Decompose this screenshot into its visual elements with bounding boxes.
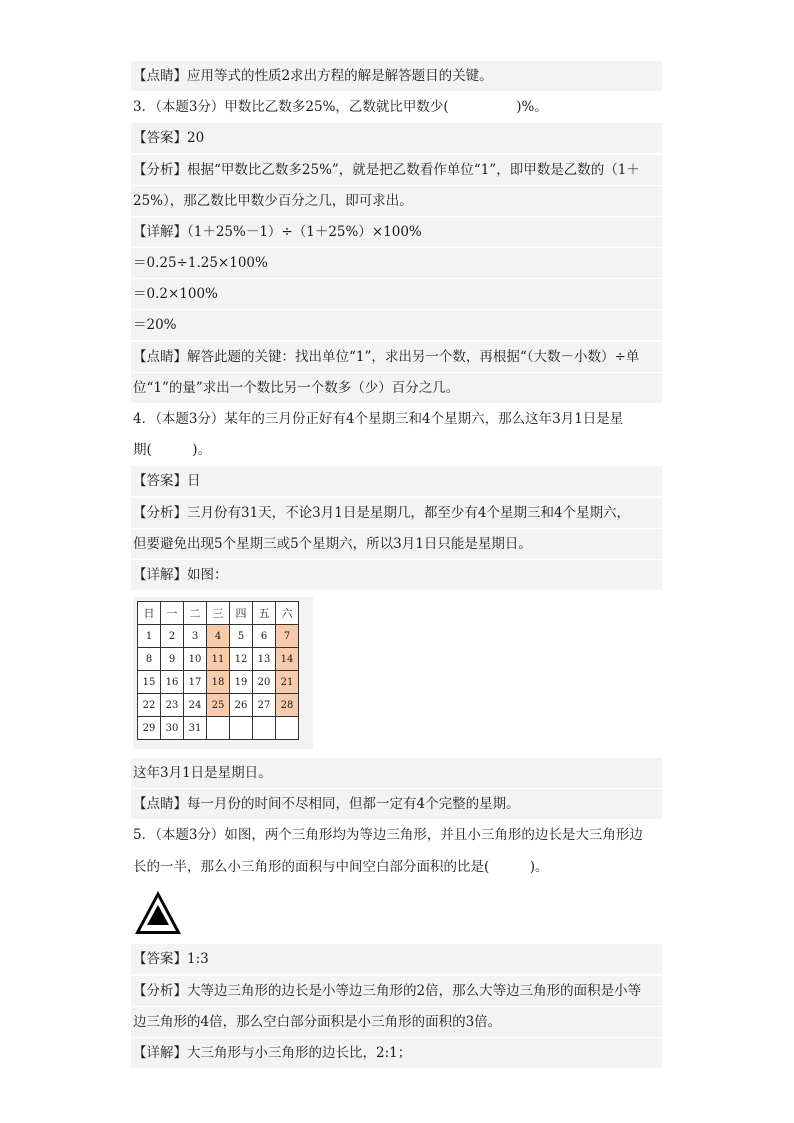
calendar-day-cell	[230, 717, 253, 740]
calendar-figure	[133, 597, 313, 749]
calendar-day-cell: 21	[276, 671, 299, 694]
calendar-day-cell: 4	[207, 625, 230, 648]
detail-3-line3: ＝0.2×100%	[131, 279, 662, 309]
key-point-4: 【点睛】每一月份的时间不尽相同，但都一定有4个完整的星期。	[131, 789, 662, 819]
calendar-day-cell: 17	[184, 671, 207, 694]
calendar-header-row	[138, 602, 299, 625]
calendar-week-row	[138, 625, 299, 648]
key-point-3-line1: 【点睛】解答此题的关键：找出单位“1”，求出另一个数，再根据“（大数－小数）÷单	[131, 342, 662, 372]
calendar-day-cell: 14	[276, 648, 299, 671]
calendar-day-cell: 29	[138, 717, 161, 740]
calendar-day-cell: 30	[161, 717, 184, 740]
question-5-line2: 长的一半，那么小三角形的面积与中间空白部分面积的比是( )。	[133, 859, 549, 875]
calendar-table	[137, 601, 299, 740]
analysis-4-line1: 【分析】三月份有31天，不论3月1日是星期几，都至少有4个星期三和4个星期六，	[131, 498, 662, 528]
question-5-line1: 5．（本题3分）如图，两个三角形均为等边三角形，并且小三角形的边长是大三角形边	[133, 827, 643, 843]
calendar-day-cell: 24	[184, 694, 207, 717]
calendar-header-cell: 四	[230, 602, 253, 625]
calendar-day-cell: 25	[207, 694, 230, 717]
calendar-day-cell: 8	[138, 648, 161, 671]
calendar-header-cell: 六	[276, 602, 299, 625]
nested-triangle-icon	[132, 888, 184, 938]
analysis-4-line2: 但要避免出现5个星期三或5个星期六，所以3月1日只能是星期日。	[131, 529, 662, 559]
calendar-day-cell: 28	[276, 694, 299, 717]
calendar-day-cell: 2	[161, 625, 184, 648]
detail-3-line2: ＝0.25÷1.25×100%	[131, 248, 662, 278]
calendar-day-cell: 26	[230, 694, 253, 717]
calendar-day-cell: 18	[207, 671, 230, 694]
calendar-day-cell: 16	[161, 671, 184, 694]
analysis-5-line1: 【分析】大等边三角形的边长是小等边三角形的2倍，那么大等边三角形的面积是小等	[131, 976, 662, 1006]
calendar-day-cell: 3	[184, 625, 207, 648]
calendar-day-cell: 12	[230, 648, 253, 671]
calendar-day-cell: 1	[138, 625, 161, 648]
calendar-header-cell: 一	[161, 602, 184, 625]
calendar-header-cell: 五	[253, 602, 276, 625]
detail-3-line4: ＝20%	[131, 310, 662, 340]
analysis-5-line2: 边三角形的4倍，那么空白部分面积是小三角形的面积的3倍。	[131, 1007, 662, 1037]
calendar-day-cell: 11	[207, 648, 230, 671]
calendar-header-cell: 日	[138, 602, 161, 625]
question-3: 3．（本题3分）甲数比乙数多25%，乙数就比甲数少( )%。	[133, 99, 548, 115]
calendar-day-cell: 6	[253, 625, 276, 648]
key-point-3-line2: 位“1”的量”求出一个数比另一个数多（少）百分之几。	[131, 373, 662, 403]
calendar-header-cell: 三	[207, 602, 230, 625]
calendar-week-row	[138, 694, 299, 717]
calendar-day-cell: 7	[276, 625, 299, 648]
calendar-header-cell: 二	[184, 602, 207, 625]
analysis-3-line1: 【分析】根据“甲数比乙数多25%”，就是把乙数看作单位“1”，即甲数是乙数的（1＋	[131, 155, 662, 185]
calendar-day-cell	[207, 717, 230, 740]
detail-4: 【详解】如图：	[131, 560, 662, 590]
calendar-day-cell: 20	[253, 671, 276, 694]
calendar-day-cell: 10	[184, 648, 207, 671]
calendar-week-row	[138, 648, 299, 671]
calendar-week-row	[138, 717, 299, 740]
answer-5: 【答案】1:3	[131, 944, 662, 974]
line-key-point-prev: 【点睛】应用等式的性质2求出方程的解是解答题目的关键。	[131, 61, 662, 91]
calendar-day-cell	[253, 717, 276, 740]
calendar-day-cell: 23	[161, 694, 184, 717]
calendar-day-cell: 5	[230, 625, 253, 648]
calendar-day-cell: 19	[230, 671, 253, 694]
detail-3-line1: 【详解】（1＋25%－1）÷（1＋25%）×100%	[131, 217, 662, 247]
detail-5: 【详解】大三角形与小三角形的边长比，2:1；	[131, 1038, 662, 1068]
calendar-day-cell: 22	[138, 694, 161, 717]
answer-3: 【答案】20	[131, 123, 662, 153]
calendar-week-row	[138, 671, 299, 694]
calendar-day-cell	[276, 717, 299, 740]
calendar-day-cell: 9	[161, 648, 184, 671]
answer-4: 【答案】日	[131, 466, 662, 496]
question-4-line1: 4．（本题3分）某年的三月份正好有4个星期三和4个星期六，那么这年3月1日是星	[133, 411, 624, 427]
calendar-day-cell: 15	[138, 671, 161, 694]
calendar-day-cell: 27	[253, 694, 276, 717]
analysis-3-line2: 25%），那乙数比甲数少百分之几，即可求出。	[131, 186, 662, 216]
calendar-day-cell: 13	[253, 648, 276, 671]
conclusion-4: 这年3月1日是星期日。	[131, 758, 662, 788]
calendar-day-cell: 31	[184, 717, 207, 740]
question-4-line2: 期( )。	[133, 442, 212, 458]
